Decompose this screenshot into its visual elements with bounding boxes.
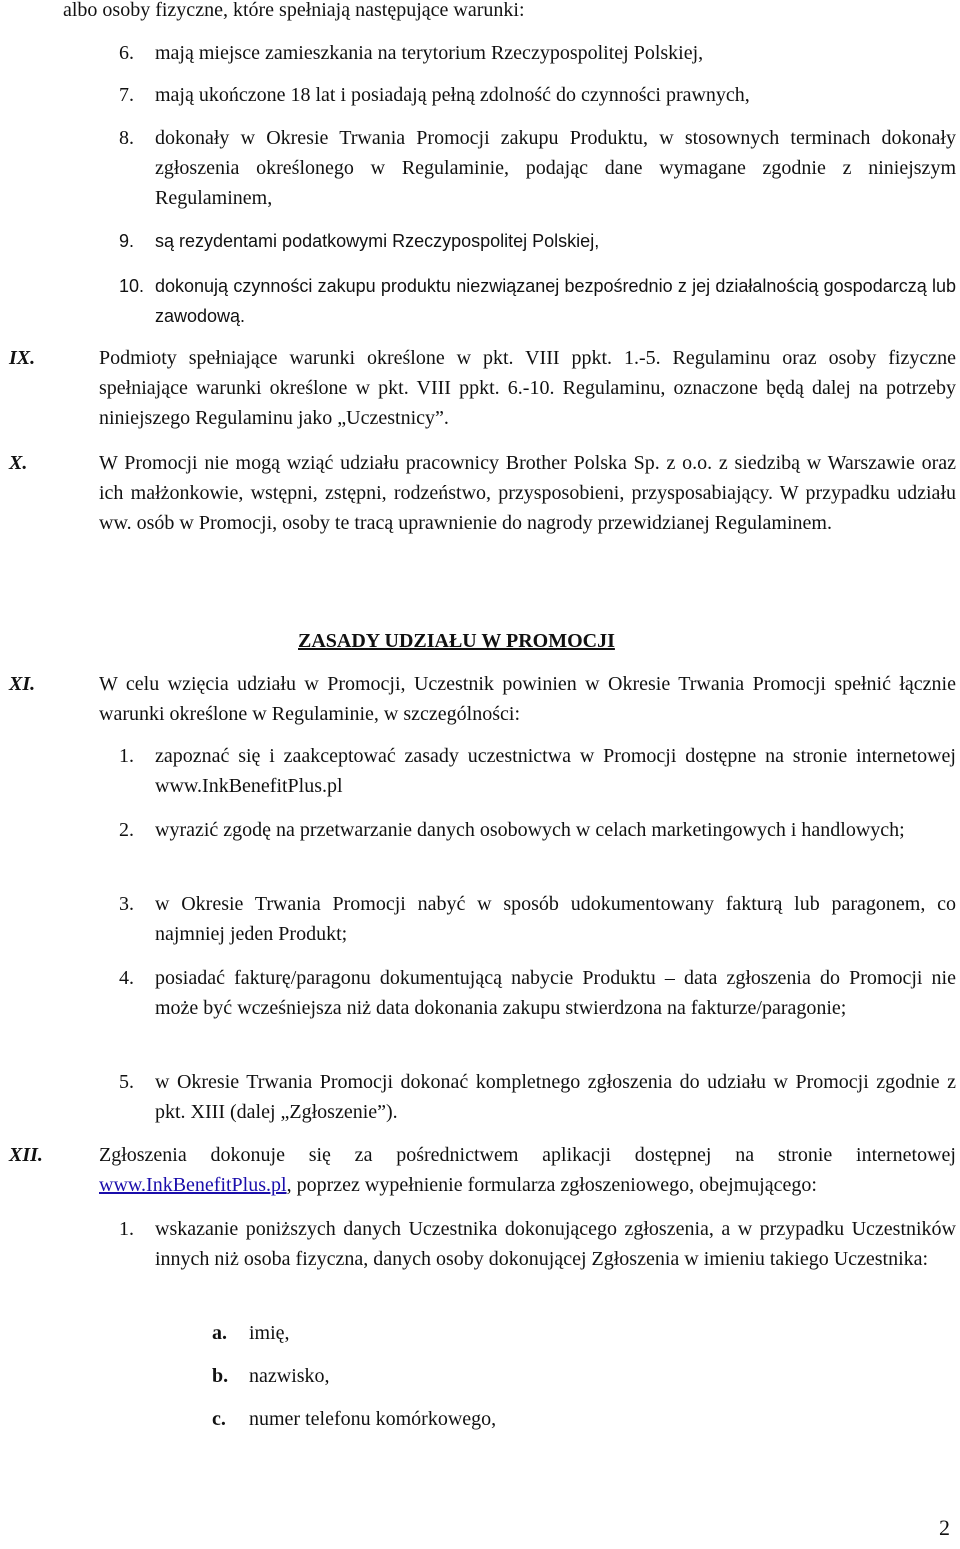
list-number: 4. bbox=[119, 967, 134, 989]
list-item-text: wskazanie poniższych danych Uczestnika dokonującego zgłoszenia, a w przypadku Uczestników innych niż osoba fizyczna, danych osoby dokonującej Zgłoszenia w imieniu takiego Uczestnika: bbox=[155, 1218, 956, 1270]
list-item-text: wyrazić zgodę na przetwarzanie danych osobowych w celach marketingowych i handlowych; bbox=[155, 819, 905, 841]
inkbenefitplus-link[interactable]: www.InkBenefitPlus.pl bbox=[99, 1174, 287, 1196]
section-number-ix: IX. bbox=[9, 347, 36, 369]
list-number: 1. bbox=[119, 1218, 134, 1240]
sub-item-text: imię, bbox=[249, 1322, 290, 1344]
condition-number: 7. bbox=[119, 84, 134, 106]
section-xi-text: W celu wzięcia udziału w Promocji, Uczestnik powinien w Okresie Trwania Promocji spełnić łącznie warunki określone w Regulaminie, w szczególności: bbox=[99, 673, 956, 725]
condition-number: 6. bbox=[119, 42, 134, 64]
list-item-text: w Okresie Trwania Promocji dokonać kompletnego zgłoszenia do udziału w Promocji zgodnie z pkt. XIII (dalej „Zgłoszenie”). bbox=[155, 1071, 956, 1123]
page-number: 2 bbox=[939, 1515, 950, 1540]
list-item-text: w Okresie Trwania Promocji nabyć w sposób udokumentowany fakturą lub paragonem, co najmniej jeden Produkt; bbox=[155, 893, 956, 945]
condition-number: 8. bbox=[119, 127, 134, 149]
sub-item-text: numer telefonu komórkowego, bbox=[249, 1408, 497, 1430]
condition-number: 10. bbox=[119, 276, 145, 296]
section-xii-text bbox=[99, 1140, 956, 1200]
section-number-x: X. bbox=[9, 452, 28, 474]
sub-item-text: nazwisko, bbox=[249, 1365, 330, 1387]
section-x-text: W Promocji nie mogą wziąć udziału pracownicy Brother Polska Sp. z o.o. z siedzibą w Warszawie oraz ich małżonkowie, wstępni, zstępni, rodzeństwo, przysposobieni, przysposabiający. W przypadku udziału ww. osób w Promocji, osoby te tracą uprawnienie do nagrody przewidzianej Regulaminem. bbox=[99, 452, 956, 534]
section-heading: ZASADY UDZIAŁU W PROMOCJI bbox=[298, 630, 615, 652]
list-number: 3. bbox=[119, 893, 134, 915]
list-item-text: zapoznać się i zaakceptować zasady uczestnictwa w Promocji dostępne na stronie internetowej www.InkBenefitPlus.pl bbox=[155, 745, 956, 797]
condition-number: 9. bbox=[119, 231, 135, 251]
condition-text: dokonały w Okresie Trwania Promocji zakupu Produktu, w stosownych terminach dokonały zgłoszenia określonego w Regulaminie, podając dane wymagane zgodnie z niniejszym Regulaminem, bbox=[155, 127, 956, 209]
list-number: 2. bbox=[119, 819, 134, 841]
condition-text: mają ukończone 18 lat i posiadają pełną zdolność do czynności prawnych, bbox=[155, 84, 750, 106]
section-number-xii: XII. bbox=[9, 1144, 43, 1166]
sub-item-letter: c. bbox=[212, 1408, 226, 1430]
section-number-xi: XI. bbox=[9, 673, 36, 695]
condition-text: dokonują czynności zakupu produktu niezwiązanej bezpośrednio z jej działalnością gospodarczą lub zawodową. bbox=[155, 276, 956, 326]
sub-item-letter: a. bbox=[212, 1322, 227, 1344]
section-ix-text: Podmioty spełniające warunki określone w pkt. VIII ppkt. 1.-5. Regulaminu oraz osoby fizyczne spełniające warunki określone w pkt. VIII ppkt. 6.-10. Regulaminu, oznaczone będą dalej na potrzeby niniejszego Regulaminu jako „Uczestnicy”. bbox=[99, 347, 956, 429]
list-number: 1. bbox=[119, 745, 134, 767]
sub-item-letter: b. bbox=[212, 1365, 229, 1387]
list-item-text: posiadać fakturę/paragonu dokumentującą nabycie Produktu – data zgłoszenia do Promocji nie może być wcześniejsza niż data dokonania zakupu stwierdzona na fakturze/paragonie; bbox=[155, 967, 956, 1019]
intro-line: albo osoby fizyczne, które spełniają następujące warunki: bbox=[63, 0, 525, 21]
condition-text: mają miejsce zamieszkania na terytorium Rzeczypospolitej Polskiej, bbox=[155, 42, 704, 64]
list-number: 5. bbox=[119, 1071, 134, 1093]
section-xii-text-before: Zgłoszenia dokonuje się za pośrednictwem aplikacji dostępnej na stronie internetowej bbox=[99, 1144, 956, 1166]
section-xii-text-after: , poprzez wypełnienie formularza zgłoszeniowego, obejmującego: bbox=[286, 1174, 817, 1196]
condition-text: są rezydentami podatkowymi Rzeczypospolitej Polskiej, bbox=[155, 231, 600, 251]
